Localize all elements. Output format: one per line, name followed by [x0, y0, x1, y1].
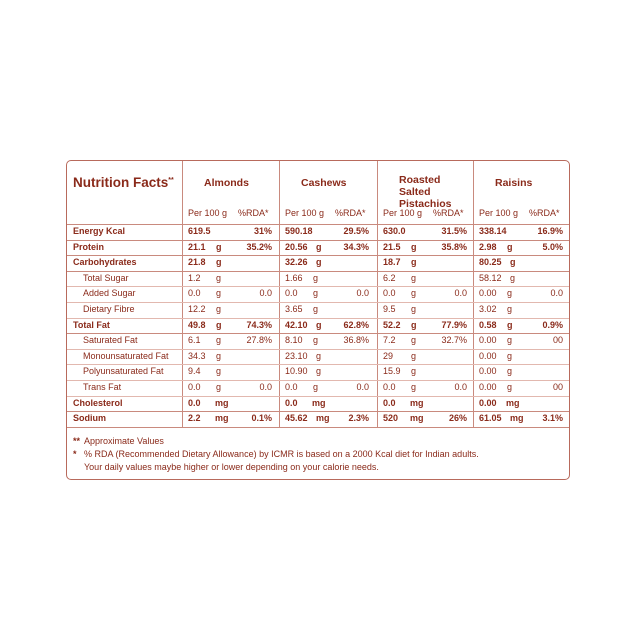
- cell-value: 0.00: [479, 350, 497, 361]
- cell-rda: 5.0%: [542, 241, 563, 252]
- cell-value: 61.05: [479, 413, 502, 424]
- footnote-mark: *: [73, 448, 77, 459]
- cell-value: 0.58: [479, 319, 497, 330]
- cell-unit: g: [316, 241, 322, 252]
- cell-value: 80.25: [479, 257, 502, 268]
- cell-value: 0.0: [383, 288, 396, 299]
- per-100g-label: Per 100 g: [383, 208, 423, 218]
- cell-value: 49.8: [188, 319, 206, 330]
- cell-rda: 31%: [253, 226, 272, 236]
- table-title: [73, 175, 174, 190]
- cell-unit: g: [510, 272, 516, 283]
- cell-rda: 34.3%: [343, 241, 369, 252]
- column-header-2: Cashews: [301, 177, 347, 189]
- row-label: Total Sugar: [83, 272, 129, 283]
- cell-value: 590.18: [285, 226, 313, 236]
- cell-rda: 16.9%: [537, 226, 563, 236]
- cell-value: 6.2: [383, 272, 396, 283]
- cell-rda: 62.8%: [343, 319, 369, 330]
- table-row: [67, 255, 569, 271]
- cell-value: 0.00: [479, 382, 497, 392]
- cell-value: 6.1: [188, 335, 201, 346]
- cell-unit: g: [507, 304, 513, 314]
- cell-value: 0.00: [479, 335, 497, 346]
- cell-unit: g: [316, 350, 322, 361]
- row-label: Cholesterol: [73, 397, 123, 408]
- cell-value: 1.2: [188, 272, 201, 283]
- cell-value: 0.0: [383, 397, 396, 408]
- cell-unit: mg: [312, 397, 326, 408]
- cell-rda: 0.0: [454, 288, 467, 299]
- row-label: Polyunsaturated Fat: [83, 366, 164, 377]
- cell-unit: g: [216, 382, 222, 392]
- table-row: [67, 349, 569, 365]
- cell-value: 21.5: [383, 241, 401, 252]
- cell-unit: g: [411, 366, 417, 377]
- row-label: Protein: [73, 241, 105, 252]
- cell-value: 3.65: [285, 304, 303, 314]
- cell-unit: g: [313, 335, 319, 346]
- cell-unit: g: [216, 319, 222, 330]
- cell-value: 520: [383, 413, 399, 424]
- cell-rda: 00: [552, 335, 563, 346]
- row-label: Sodium: [73, 413, 106, 424]
- cell-unit: mg: [215, 397, 229, 408]
- table-row: [67, 380, 569, 396]
- per-100g-label: Per 100 g: [285, 208, 325, 218]
- cell-rda: 0.0: [356, 288, 369, 299]
- cell-rda: 0.9%: [542, 319, 563, 330]
- cell-value: 619.5: [188, 226, 211, 236]
- cell-unit: g: [313, 304, 319, 314]
- rda-label: %RDA*: [433, 208, 464, 218]
- cell-unit: g: [411, 304, 417, 314]
- cell-unit: mg: [506, 397, 520, 408]
- cell-unit: g: [216, 288, 222, 299]
- cell-value: 15.9: [383, 366, 401, 377]
- cell-rda: 29.5%: [343, 226, 369, 236]
- row-rule: [67, 427, 569, 428]
- cell-value: 0.0: [383, 382, 396, 392]
- cell-value: 21.8: [188, 257, 206, 268]
- cell-rda: 0.0: [259, 288, 272, 299]
- cell-unit: mg: [215, 413, 229, 424]
- cell-value: 10.90: [285, 366, 308, 377]
- cell-rda: 26%: [448, 413, 467, 424]
- row-label: Energy Kcal: [73, 226, 126, 236]
- column-header-4: Raisins: [495, 177, 533, 189]
- cell-unit: g: [507, 366, 513, 377]
- cell-value: 0.0: [188, 397, 201, 408]
- table-row: [67, 333, 569, 349]
- cell-unit: mg: [410, 413, 424, 424]
- cell-unit: g: [316, 257, 322, 268]
- cell-value: 7.2: [383, 335, 396, 346]
- footnote-text: % RDA (Recommended Dietary Allowance) by ICMR is based on a 2000 Kcal diet for Indian adults.: [84, 448, 479, 459]
- cell-unit: g: [411, 257, 417, 268]
- cell-unit: g: [216, 257, 222, 268]
- cell-value: 2.2: [188, 413, 201, 424]
- cell-unit: g: [316, 366, 322, 377]
- cell-value: 9.5: [383, 304, 396, 314]
- cell-unit: g: [411, 319, 417, 330]
- cell-unit: g: [316, 319, 322, 330]
- rda-label: %RDA*: [529, 208, 560, 218]
- cell-unit: g: [507, 241, 513, 252]
- cell-unit: g: [313, 288, 319, 299]
- row-label: Carbohydrates: [73, 257, 137, 268]
- cell-unit: g: [507, 382, 513, 392]
- cell-value: 0.0: [285, 397, 298, 408]
- cell-value: 0.0: [285, 288, 298, 299]
- cell-unit: g: [411, 272, 417, 283]
- row-label: Trans Fat: [83, 382, 122, 392]
- cell-value: 3.02: [479, 304, 497, 314]
- row-label: Dietary Fibre: [83, 304, 135, 314]
- cell-unit: g: [507, 288, 513, 299]
- cell-rda: 0.0: [550, 288, 563, 299]
- cell-unit: g: [216, 335, 222, 346]
- per-100g-label: Per 100 g: [188, 208, 228, 218]
- cell-value: 8.10: [285, 335, 303, 346]
- cell-value: 23.10: [285, 350, 308, 361]
- cell-unit: g: [411, 382, 417, 392]
- cell-unit: g: [411, 288, 417, 299]
- table-row: [67, 396, 569, 412]
- footnote: [73, 448, 479, 460]
- cell-value: 18.7: [383, 257, 401, 268]
- table-row: [67, 240, 569, 256]
- footnote-text: Approximate Values: [84, 435, 164, 446]
- cell-value: 0.0: [188, 382, 201, 392]
- cell-value: 32.26: [285, 257, 308, 268]
- cell-value: 0.00: [479, 397, 497, 408]
- cell-unit: mg: [316, 413, 330, 424]
- cell-unit: mg: [510, 413, 524, 424]
- cell-rda: 3.1%: [542, 413, 563, 424]
- cell-value: 0.00: [479, 288, 497, 299]
- cell-unit: g: [216, 241, 222, 252]
- row-label: Total Fat: [73, 319, 110, 330]
- cell-rda: 0.0: [356, 382, 369, 392]
- cell-unit: g: [510, 257, 516, 268]
- rda-label: %RDA*: [238, 208, 269, 218]
- cell-rda: 0.0: [454, 382, 467, 392]
- cell-unit: g: [411, 350, 417, 361]
- cell-rda: 77.9%: [441, 319, 467, 330]
- cell-value: 29: [383, 350, 394, 361]
- cell-value: 58.12: [479, 272, 502, 283]
- cell-unit: g: [216, 304, 222, 314]
- cell-value: 9.4: [188, 366, 201, 377]
- table-row: [67, 271, 569, 287]
- cell-rda: 32.7%: [441, 335, 467, 346]
- cell-unit: g: [507, 350, 513, 361]
- column-header-1: Almonds: [204, 177, 249, 189]
- cell-value: 0.00: [479, 366, 497, 377]
- cell-rda: 36.8%: [343, 335, 369, 346]
- footnote: [73, 435, 164, 447]
- table-row: [67, 411, 569, 427]
- cell-value: 2.98: [479, 241, 497, 252]
- cell-value: 42.10: [285, 319, 308, 330]
- cell-value: 52.2: [383, 319, 401, 330]
- cell-rda: 35.8%: [441, 241, 467, 252]
- footnote-mark: **: [73, 435, 81, 446]
- footnote-text: Your daily values maybe higher or lower depending on your calorie needs.: [84, 461, 379, 472]
- table-row: [67, 364, 569, 380]
- cell-unit: g: [313, 382, 319, 392]
- cell-unit: g: [216, 366, 222, 377]
- cell-rda: 35.2%: [246, 241, 272, 252]
- row-label: Monounsaturated Fat: [83, 350, 169, 361]
- cell-value: 45.62: [285, 413, 308, 424]
- nutrition-facts-panel: [66, 160, 570, 480]
- title-text: Nutrition Facts: [73, 175, 169, 190]
- cell-unit: g: [411, 335, 417, 346]
- title-footnote-mark: **: [168, 177, 174, 184]
- footnote: [73, 461, 379, 473]
- cell-rda: 31.5%: [441, 226, 467, 236]
- cell-unit: g: [216, 350, 222, 361]
- table-row: [67, 318, 569, 334]
- table-row: [67, 302, 569, 318]
- cell-value: 338.14: [479, 226, 507, 236]
- cell-rda: 27.8%: [246, 335, 272, 346]
- rda-label: %RDA*: [335, 208, 366, 218]
- table-row: [67, 224, 569, 240]
- cell-value: 630.0: [383, 226, 406, 236]
- cell-value: 21.1: [188, 241, 206, 252]
- cell-unit: g: [216, 272, 222, 283]
- cell-unit: g: [507, 319, 513, 330]
- cell-rda: 00: [552, 382, 563, 392]
- per-100g-label: Per 100 g: [479, 208, 519, 218]
- cell-rda: 0.1%: [251, 413, 272, 424]
- row-label: Added Sugar: [83, 288, 136, 299]
- cell-unit: g: [313, 272, 319, 283]
- cell-value: 12.2: [188, 304, 206, 314]
- cell-value: 0.0: [188, 288, 201, 299]
- cell-rda: 2.3%: [348, 413, 369, 424]
- cell-rda: 0.0: [259, 382, 272, 392]
- cell-unit: g: [507, 335, 513, 346]
- cell-rda: 74.3%: [246, 319, 272, 330]
- table-row: [67, 286, 569, 302]
- cell-value: 1.66: [285, 272, 303, 283]
- column-header-3: Roasted Salted Pistachios: [399, 174, 452, 210]
- cell-value: 20.56: [285, 241, 308, 252]
- cell-unit: mg: [410, 397, 424, 408]
- cell-value: 34.3: [188, 350, 206, 361]
- cell-value: 0.0: [285, 382, 298, 392]
- row-label: Saturated Fat: [83, 335, 138, 346]
- cell-unit: g: [411, 241, 417, 252]
